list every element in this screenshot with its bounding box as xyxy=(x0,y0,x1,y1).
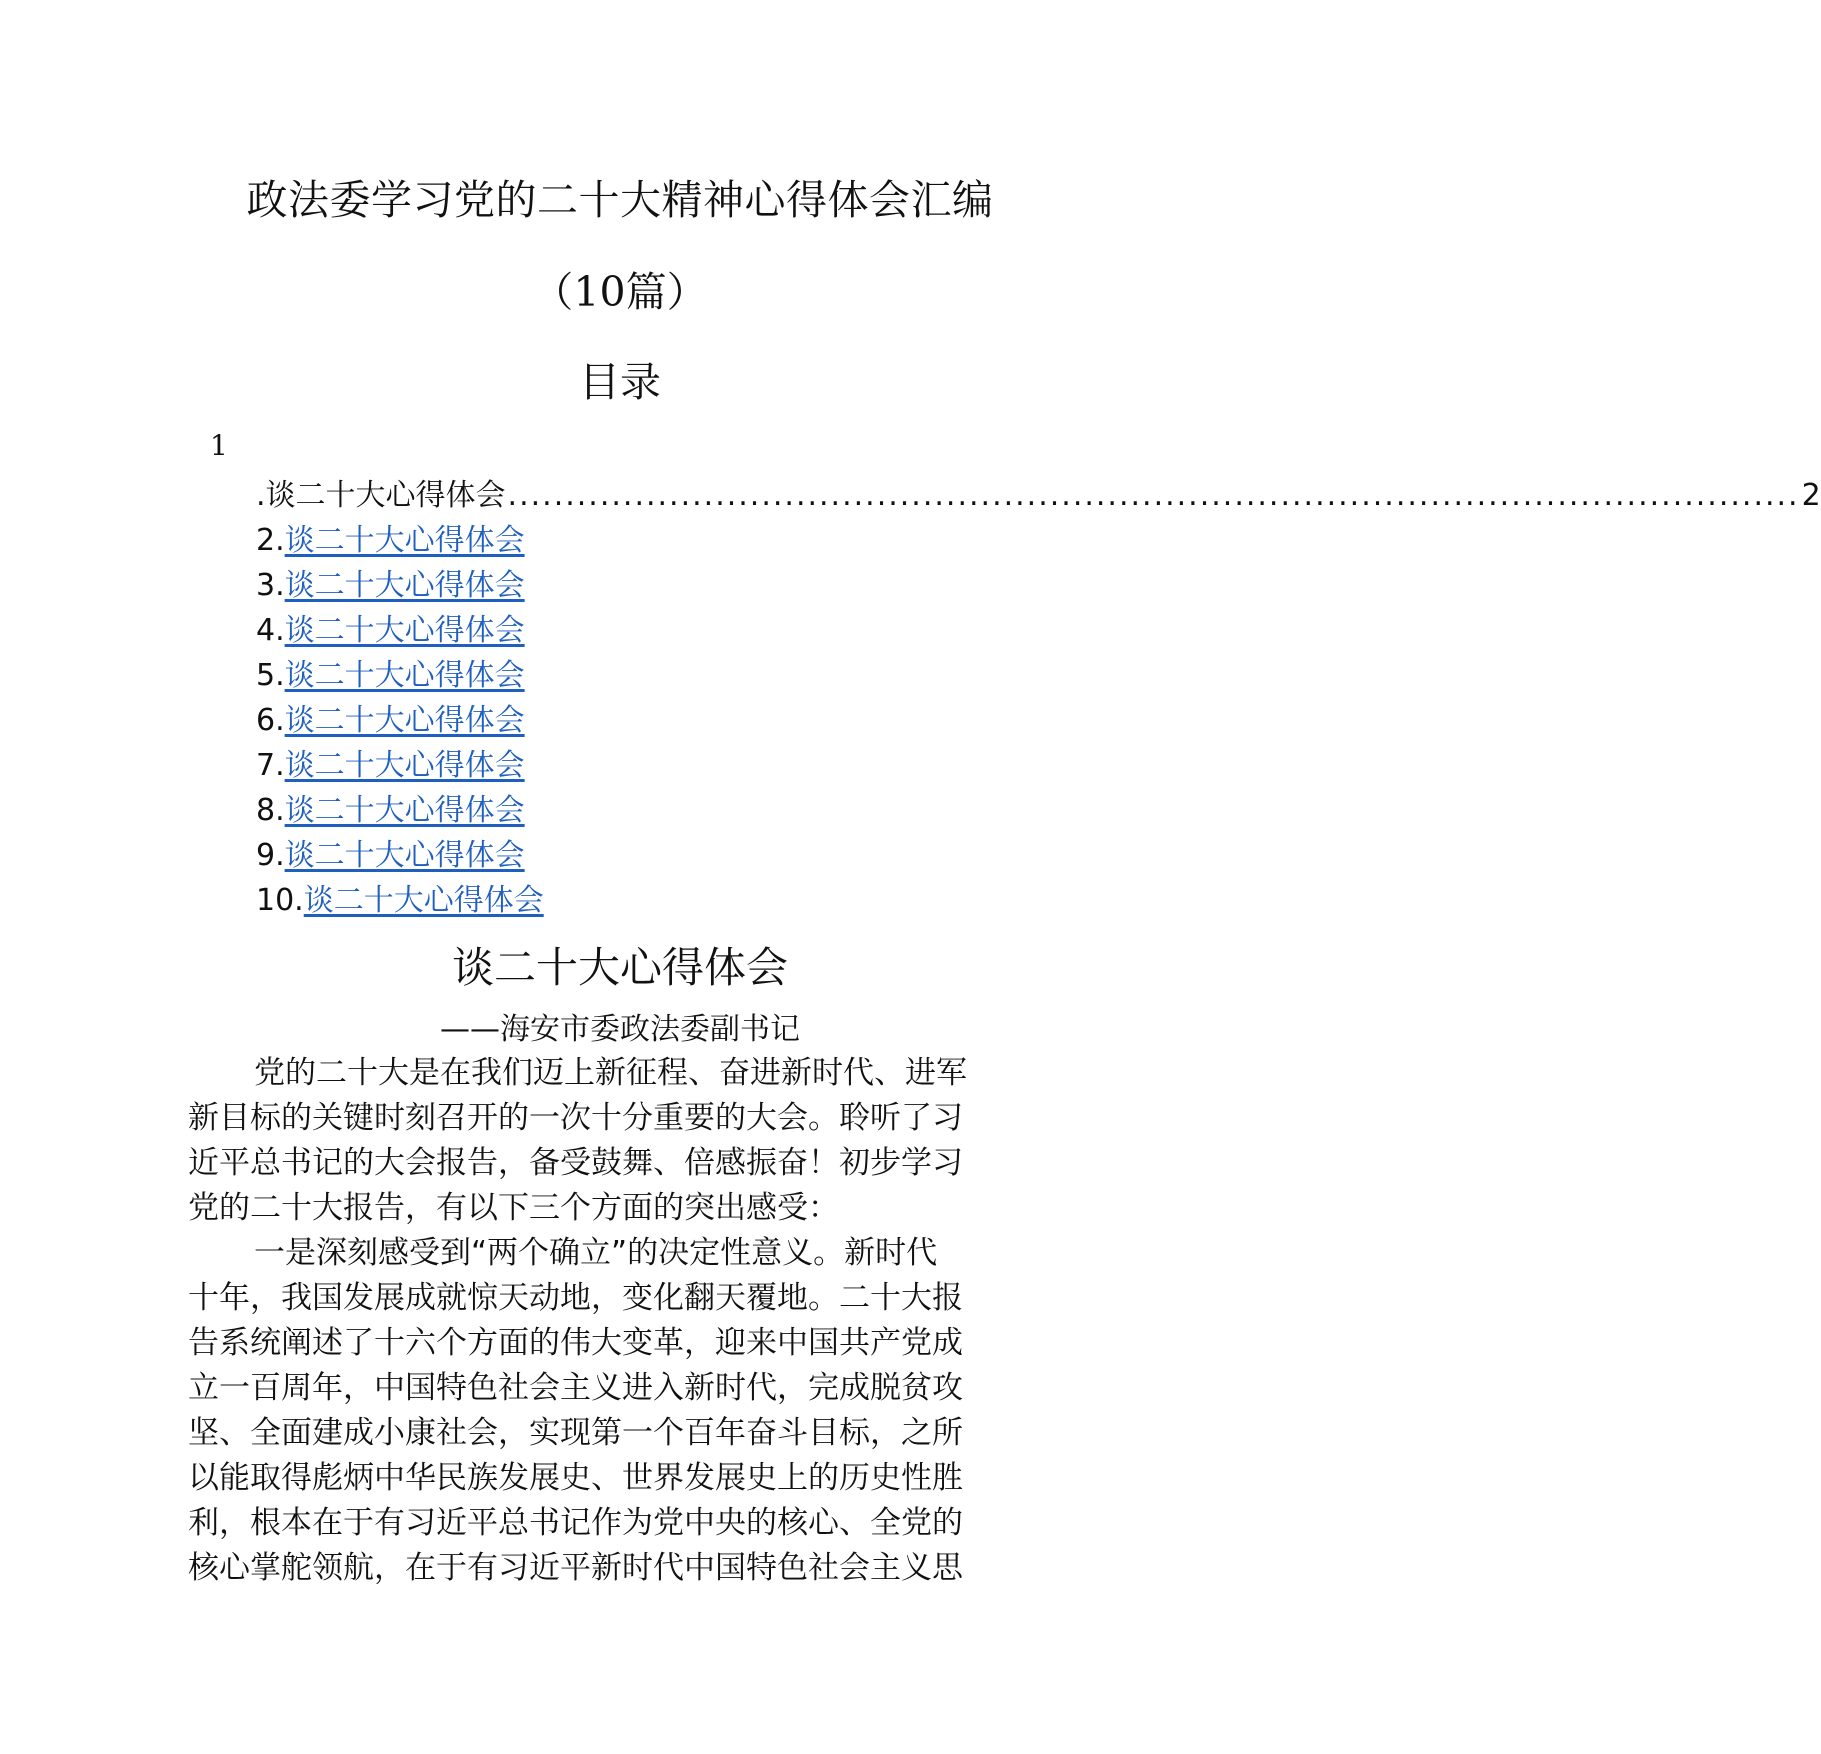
toc-entry-label: .谈二十大心得体会 xyxy=(256,478,506,513)
body-line: 坚、全面建成小康社会，实现第一个百年奋斗目标，之所 xyxy=(188,1415,963,1451)
article-title: 谈二十大心得体会 xyxy=(451,943,788,992)
toc-entry-8[interactable] xyxy=(256,788,1052,833)
body-line: 立一百周年，中国特色社会主义进入新时代，完成脱贫攻 xyxy=(188,1370,963,1406)
toc-entry-link[interactable]: 谈二十大心得体会 xyxy=(284,748,525,783)
toc-entry-link[interactable]: 谈二十大心得体会 xyxy=(303,883,544,918)
toc-entry-2[interactable] xyxy=(256,518,1052,563)
subtitle-close: 篇） xyxy=(625,268,708,316)
toc-entry-link[interactable]: 谈二十大心得体会 xyxy=(284,838,525,873)
toc-entry-4[interactable] xyxy=(256,608,1052,653)
body-line: 党的二十大是在我们迈上新征程、奋进新时代、进军 xyxy=(254,1055,967,1091)
toc-entry-number: 10. xyxy=(256,883,304,918)
toc-entry-9[interactable] xyxy=(256,833,1052,878)
body-line: 党的二十大报告，有以下三个方面的突出感受： xyxy=(188,1190,839,1226)
body-line: 近平总书记的大会报告，备受鼓舞、倍感振奋！初步学习 xyxy=(188,1145,963,1181)
toc-entry-number: 9. xyxy=(256,838,285,873)
toc-entry-link[interactable]: 谈二十大心得体会 xyxy=(284,523,525,558)
toc-entry-link[interactable]: 谈二十大心得体会 xyxy=(284,568,525,603)
toc-entry-link[interactable]: 谈二十大心得体会 xyxy=(284,793,525,828)
article-author: ——海安市委政法委副书记 xyxy=(440,1012,800,1047)
toc-entry-number: 3. xyxy=(256,568,285,603)
toc-leader-dots: ................................................................................................................ xyxy=(507,478,1800,513)
toc-entry-number: 6. xyxy=(256,703,285,738)
toc-entry-number: 4. xyxy=(256,613,285,648)
body-line: 新目标的关键时刻召开的一次十分重要的大会。聆听了习 xyxy=(188,1100,963,1136)
toc-entry-1[interactable] xyxy=(256,473,1821,518)
toc-heading: 目录 xyxy=(579,358,661,406)
table-of-contents xyxy=(256,473,1821,923)
toc-entry-3[interactable] xyxy=(256,563,1052,608)
toc-entry-5[interactable] xyxy=(256,653,1052,698)
toc-entry-number: 2. xyxy=(256,523,285,558)
toc-entry-link[interactable]: 谈二十大心得体会 xyxy=(284,613,525,648)
toc-entry-number: 8. xyxy=(256,793,285,828)
body-line: 利，根本在于有习近平总书记作为党中央的核心、全党的 xyxy=(188,1505,963,1541)
body-line: 以能取得彪炳中华民族发展史、世界发展史上的历史性胜 xyxy=(188,1460,963,1496)
body-line: 告系统阐述了十六个方面的伟大变革，迎来中国共产党成 xyxy=(188,1325,963,1361)
toc-first-number: 1 xyxy=(210,429,228,462)
toc-page-number: 2 xyxy=(1801,478,1821,513)
document-title: 政法委学习党的二十大精神心得体会汇编 xyxy=(246,176,994,224)
body-line: 一是深刻感受到“两个确立”的决定性意义。新时代 xyxy=(254,1235,938,1271)
toc-entry-10[interactable] xyxy=(256,878,1052,923)
body-line: 十年，我国发展成就惊天动地，变化翻天覆地。二十大报 xyxy=(188,1280,963,1316)
body-line: 核心掌舵领航，在于有习近平新时代中国特色社会主义思 xyxy=(188,1550,963,1586)
article-body xyxy=(188,1051,1050,1591)
document-subtitle xyxy=(0,264,1240,320)
toc-entry-number: 5. xyxy=(256,658,285,693)
toc-entry-link[interactable]: 谈二十大心得体会 xyxy=(284,658,525,693)
toc-entry-number: 7. xyxy=(256,748,285,783)
subtitle-count: 10 xyxy=(573,268,626,316)
subtitle-open-paren: （ xyxy=(532,268,574,316)
toc-entry-link[interactable]: 谈二十大心得体会 xyxy=(284,703,525,738)
toc-entry-6[interactable] xyxy=(256,698,1052,743)
toc-entry-7[interactable] xyxy=(256,743,1052,788)
